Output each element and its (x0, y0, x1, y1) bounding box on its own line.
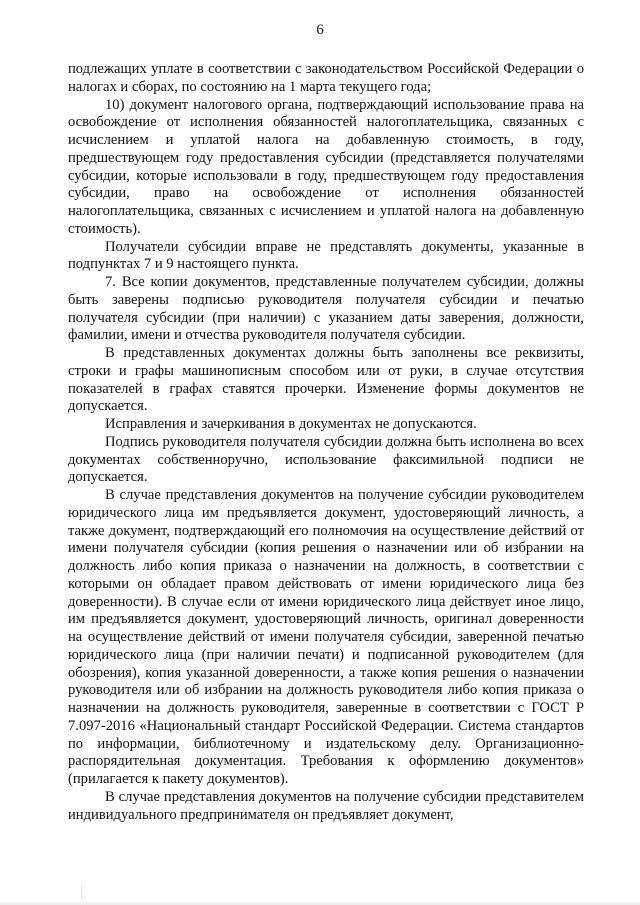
scan-artifact-mark (81, 885, 82, 899)
page-number: 6 (316, 22, 324, 38)
paragraph-signature: Подпись руководителя получателя субсидии должна быть исполнена во всех документах собственноручно, использование факсимильной подписи не допускается. (68, 433, 584, 486)
paragraph-requisites: В представленных документах должны быть заполнены все реквизиты, строки и графы машинописным способом или от руки, в случае отсутствия показателей в графах ставятся прочерки. Изменение формы документов не допускается. (68, 345, 584, 415)
paragraph-corrections: Исправления и зачеркивания в документах не допускаются. (105, 416, 477, 432)
paragraph-continuation: подлежащих уплате в соответствии с законодательством Российской Федерации о налогах и сборах, по состоянию на 1 марта текущего года; (68, 61, 584, 95)
paragraph-item-7: 7. Все копии документов, представленные получателем субсидии, должны быть заверены подписью руководителя получателя субсидии и печатью получателя субсидии (при наличии) с указанием даты заверения, должности, фамилии, имени и отчества руководителя получателя субсидии. (68, 274, 584, 344)
paragraph-entrepreneur: В случае представления документов на получение субсидии представителем индивидуального предпринимателя он предъявляет документ, (68, 788, 584, 823)
paragraph-optional-documents: Получатели субсидии вправе не представлять документы, указанные в подпунктах 7 и 9 настоящего пункта. (68, 238, 584, 273)
paragraph-legal-entity: В случае представления документов на получение субсидии руководителем юридического лица им предъявляется документ, удостоверяющий личность, а также документ, подтверждающий его полномочия на осуществление действий от имени получателя субсидии (копия решения о назначении или об избрании на должность либо копия приказа о назначении на должность, в соответствии с которыми он обладает правом действовать от имени юридического лица без доверенности). В случае если от имени юридического лица действует иное лицо, им предъявляется документ, удостоверяющий личность, оригинал доверенности на осуществление действий от имени получателя субсидии, заверенной печатью юридического лица (при наличии печати) и подписанной руководителем (для обозрения), копия указанной доверенности, а также копия решения о назначении руководителя или об избрании на должность руководителя либо копия приказа о назначении на должность руководителя, заверенные в соответствии с ГОСТ Р 7.097-2016 «Национальный стандарт Российской Федерации. Система стандартов по информации, библиотечному и издательскому делу. Организационно-распорядительная документация. Требования к оформлению документов» (прилагается к пакету документов). (68, 487, 584, 787)
document-body (68, 61, 584, 824)
paragraph-item-10: 10) документ налогового органа, подтверждающий использование права на освобождение от исполнения обязанностей налогоплательщика, связанных с исчислением и уплатой налога на добавленную стоимость, в году, предшествующем году предоставления субсидии (представляется получателями субсидии, которые использовали в году, предшествующем году предоставления субсидии, право на освобождение от исполнения обязанностей налогоплательщика, связанных с исчислением и уплатой налога на добавленную стоимость). (68, 96, 584, 237)
scan-bottom-edge (0, 900, 640, 905)
